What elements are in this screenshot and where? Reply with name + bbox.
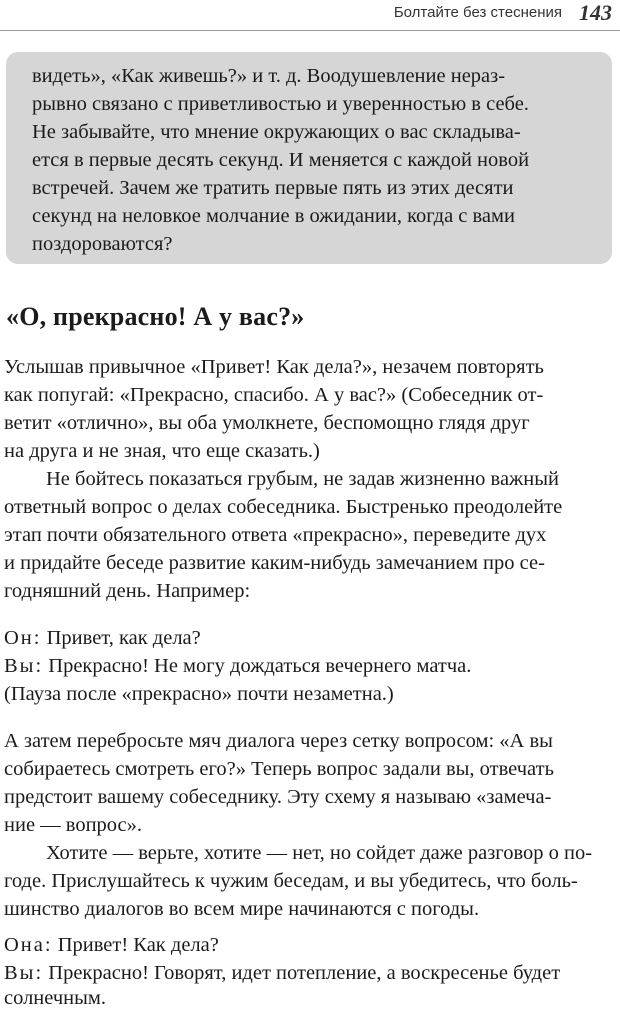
box-text-line: рывно связано с приветливостью и уверенностью в себе. xyxy=(32,93,529,115)
dialog-line xyxy=(4,931,219,959)
dialog-line xyxy=(4,652,471,680)
box-text-line: секунд на неловкое молчание в ожидании, когда с вами xyxy=(32,205,515,227)
box-text-line: Не забывайте, что мнение окружающих о вас складыва- xyxy=(32,121,521,143)
dialog-speaker: Он: xyxy=(4,627,42,649)
paragraph-line: годе. Прислушайтесь к чужим беседам, и вы убедитесь, что боль- xyxy=(4,870,578,892)
box-text-line: встречей. Зачем же тратить первые пять из этих десяти xyxy=(32,177,514,199)
paragraph-line: Не бойтесь показаться грубым, не задав жизненно важный xyxy=(46,468,559,490)
dialog-note: (Пауза после «прекрасно» почти незаметна.) xyxy=(4,683,394,705)
running-header xyxy=(0,0,620,34)
dialog-line xyxy=(4,624,201,652)
header-divider xyxy=(0,30,620,31)
dialog-speaker: Вы: xyxy=(4,962,44,984)
paragraph-line: ние — вопрос». xyxy=(4,814,143,836)
paragraph-line: предстоит вашему собеседнику. Эту схему я называю «замеча- xyxy=(4,786,552,808)
dialog-speaker: Она: xyxy=(4,934,53,956)
dialog-text: Привет! Как дела? xyxy=(57,934,219,956)
paragraph-line: годняшний день. Например: xyxy=(4,580,251,602)
running-header-title: Болтайте без стеснения xyxy=(393,4,562,21)
paragraph-line: как попугай: «Прекрасно, спасибо. А у вас?» (Собеседник от- xyxy=(4,384,544,406)
box-text-line: поздороваются? xyxy=(32,233,173,255)
dialog-text: Привет, как дела? xyxy=(46,627,201,649)
section-heading: «О, прекрасно! А у вас?» xyxy=(6,302,305,331)
paragraph-line: А затем перебросьте мяч диалога через сетку вопросом: «А вы xyxy=(4,730,553,752)
paragraph-line: Услышав привычное «Привет! Как дела?», незачем повторять xyxy=(4,356,544,378)
paragraph-line: этап почти обязательного ответа «прекрасно», переведите дух xyxy=(4,524,547,546)
dialog-line xyxy=(4,959,560,987)
dialog-text: Прекрасно! Не могу дождаться вечернего матча. xyxy=(48,655,472,677)
paragraph-line: шинство диалогов во всем мире начинаются с погоды. xyxy=(4,898,480,920)
highlight-box xyxy=(6,52,612,264)
paragraph-line: и придайте беседе развитие каким-нибудь замечанием про се- xyxy=(4,552,545,574)
paragraph-line: собираетесь смотреть его?» Теперь вопрос задали вы, отвечать xyxy=(4,758,554,780)
dialog-text: Прекрасно! Говорят, идет потепление, а воскресенье будет xyxy=(48,962,561,984)
page-number: 143 xyxy=(579,0,612,25)
box-text-line: ется в первые десять секунд. И меняется с каждой новой xyxy=(32,149,530,171)
dialog-continuation: солнечным. xyxy=(4,987,107,1009)
paragraph-line: ветит «отлично», вы оба умолкнете, беспомощно глядя друг xyxy=(4,412,530,434)
dialog-speaker: Вы: xyxy=(4,655,44,677)
box-text-line: видеть», «Как живешь?» и т. д. Воодушевление нераз- xyxy=(32,65,506,87)
paragraph-line: Хотите — верьте, хотите — нет, но сойдет даже разговор о по- xyxy=(46,842,593,864)
paragraph-line: ответный вопрос о делах собеседника. Быстренько преодолейте xyxy=(4,496,563,518)
paragraph-line: на друга и не зная, что еще сказать.) xyxy=(4,440,320,462)
